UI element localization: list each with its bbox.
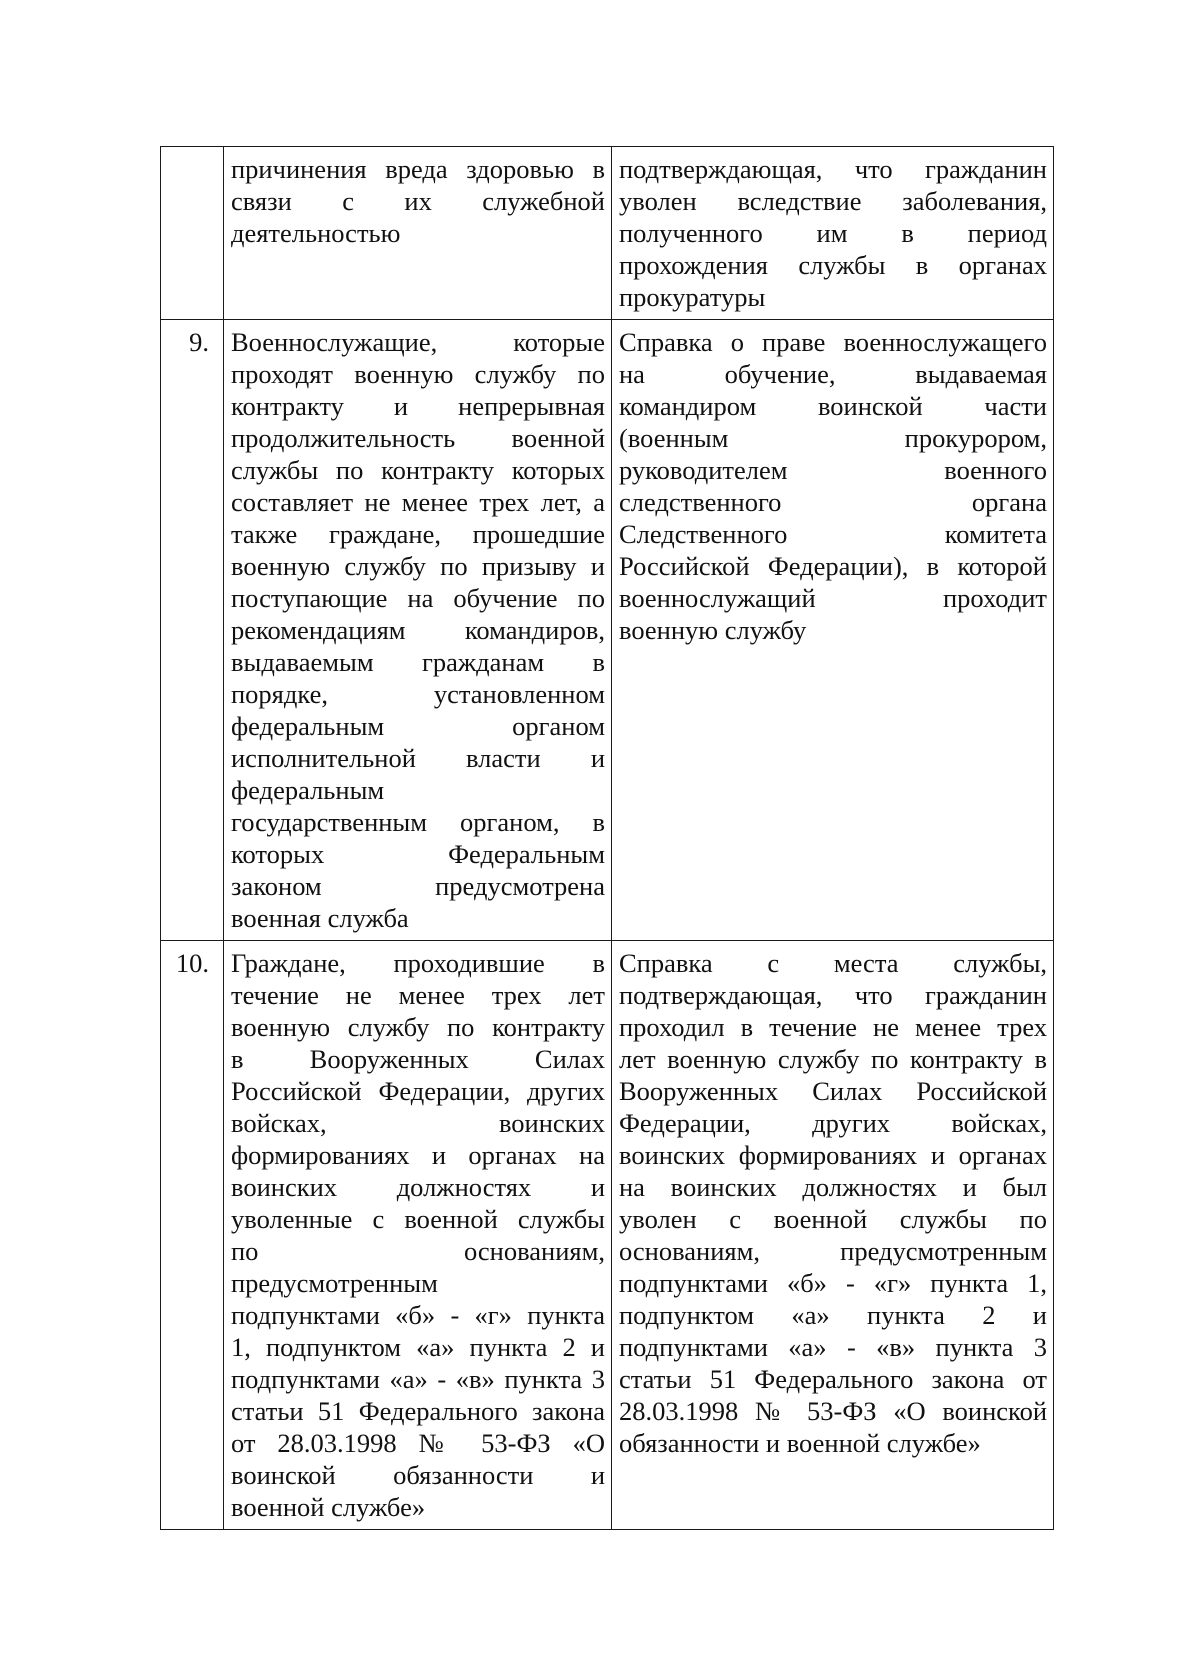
- text-line: лет военную службу по контракту в: [619, 1044, 1047, 1074]
- text-line: командиром воинской части: [619, 391, 1047, 421]
- text-line: уволен с военной службы по: [619, 1204, 1047, 1234]
- text-line: прокуратуры: [619, 282, 766, 312]
- text-line: статьи 51 Федерального закона: [231, 1396, 605, 1426]
- text-line: обязанности и военной службе»: [619, 1428, 981, 1458]
- text-line: Российской Федерации, других: [231, 1076, 605, 1106]
- text-line: статьи 51 Федерального закона от: [619, 1364, 1047, 1394]
- text-line: федеральным органом: [231, 711, 605, 741]
- text-line: законом предусмотрена: [231, 871, 605, 901]
- text-line: воинской обязанности и: [231, 1460, 605, 1490]
- table-row: [161, 941, 1054, 1530]
- text-line: федеральным: [231, 775, 385, 805]
- text-line: по основаниям,: [231, 1236, 605, 1266]
- text-line: службы по контракту которых: [231, 455, 605, 485]
- text-line: Военнослужащие, которые: [231, 327, 605, 357]
- text-line: уволенные с военной службы: [231, 1204, 605, 1234]
- text-line: на обучение, выдаваемая: [619, 359, 1047, 389]
- row-number: 9.: [161, 320, 224, 941]
- text-line: военную службу по контракту: [231, 1012, 605, 1042]
- text-line: государственным органом, в: [231, 807, 605, 837]
- text-line: подпунктами «б» - «г» пункта 1,: [619, 1268, 1047, 1298]
- text-line: прохождения службы в органах: [619, 250, 1047, 280]
- text-line: исполнительной власти и: [231, 743, 605, 773]
- category-cell: [224, 941, 612, 1530]
- text-line: формированиях и органах на: [231, 1140, 605, 1170]
- category-cell: [224, 320, 612, 941]
- row-number: 10.: [161, 941, 224, 1530]
- text-line: деятельностью: [231, 218, 401, 248]
- text-line: порядке, установленном: [231, 679, 605, 709]
- text-line: выдаваемым гражданам в: [231, 647, 605, 677]
- text-line: проходил в течение не менее трех: [619, 1012, 1047, 1042]
- text-line: в Вооруженных Силах: [231, 1044, 605, 1074]
- text-line: поступающие на обучение по: [231, 583, 605, 613]
- text-line: уволен вследствие заболевания,: [619, 186, 1047, 216]
- text-line: военную службу: [619, 615, 807, 645]
- text-line: от 28.03.1998 № 53-ФЗ «О: [231, 1428, 605, 1458]
- row-number: [161, 147, 224, 320]
- text-line: которых Федеральным: [231, 839, 605, 869]
- text-line: составляет не менее трех лет, а: [231, 487, 605, 517]
- text-line: основаниям, предусмотренным: [619, 1236, 1047, 1266]
- text-line: Справка с места службы,: [619, 948, 1047, 978]
- text-line: Справка о праве военнослужащего: [619, 327, 1047, 357]
- text-line: руководителем военного: [619, 455, 1047, 485]
- text-line: контракту и непрерывная: [231, 391, 605, 421]
- document-cell: [612, 320, 1054, 941]
- text-line: Российской Федерации), в которой: [619, 551, 1047, 581]
- document-cell: [612, 941, 1054, 1530]
- table-row: [161, 320, 1054, 941]
- text-line: рекомендациям командиров,: [231, 615, 605, 645]
- text-line: также граждане, прошедшие: [231, 519, 605, 549]
- text-line: воинских должностях и: [231, 1172, 605, 1202]
- text-line: подтверждающая, что гражданин: [619, 154, 1047, 184]
- text-line: следственного органа: [619, 487, 1047, 517]
- text-line: военной службе»: [231, 1492, 426, 1522]
- text-line: 28.03.1998 № 53-ФЗ «О воинской: [619, 1396, 1047, 1426]
- text-line: Граждане, проходившие в: [231, 948, 605, 978]
- text-line: предусмотренным: [231, 1268, 438, 1298]
- text-line: продолжительность военной: [231, 423, 605, 453]
- text-line: течение не менее трех лет: [231, 980, 605, 1010]
- text-line: подпунктами «а» - «в» пункта 3: [619, 1332, 1047, 1362]
- text-line: подпунктом «а» пункта 2 и: [619, 1300, 1047, 1330]
- document-table: [160, 146, 1054, 1530]
- text-line: Следственного комитета: [619, 519, 1047, 549]
- text-line: на воинских должностях и был: [619, 1172, 1047, 1202]
- text-line: (военным прокурором,: [619, 423, 1047, 453]
- text-line: 1, подпунктом «а» пункта 2 и: [231, 1332, 605, 1362]
- text-line: Федерации, других войсках,: [619, 1108, 1047, 1138]
- text-line: подпунктами «б» - «г» пункта: [231, 1300, 605, 1330]
- text-line: подтверждающая, что гражданин: [619, 980, 1047, 1010]
- text-line: причинения вреда здоровью в: [231, 154, 605, 184]
- text-line: воинских формированиях и органах: [619, 1140, 1047, 1170]
- category-cell: [224, 147, 612, 320]
- text-line: военную службу по призыву и: [231, 551, 605, 581]
- text-line: подпунктами «а» - «в» пункта 3: [231, 1364, 605, 1394]
- text-line: связи с их служебной: [231, 186, 605, 216]
- table-row: [161, 147, 1054, 320]
- text-line: военнослужащий проходит: [619, 583, 1047, 613]
- text-line: полученного им в период: [619, 218, 1047, 248]
- text-line: военная служба: [231, 903, 409, 933]
- text-line: проходят военную службу по: [231, 359, 605, 389]
- document-cell: [612, 147, 1054, 320]
- text-line: Вооруженных Силах Российской: [619, 1076, 1047, 1106]
- text-line: войсках, воинских: [231, 1108, 605, 1138]
